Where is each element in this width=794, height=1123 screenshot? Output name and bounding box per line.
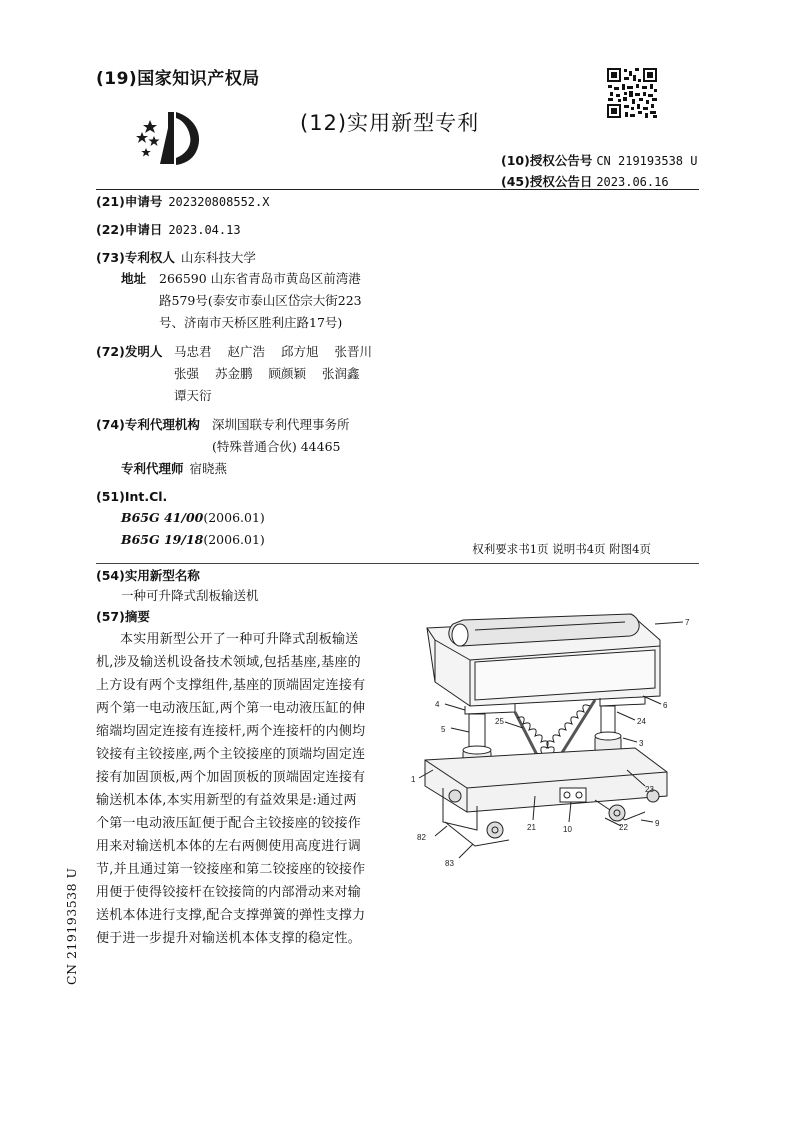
inventors-row [174,363,376,385]
application-number-field [96,191,269,213]
abstract-line: 机,涉及输送机设备技术领域,包括基座,基座的 [96,655,361,670]
ipc-code: B65G 19/18 [121,532,204,547]
application-date-label: (22)申请日 [96,222,163,237]
agency-name: 深圳国联专利代理事务所 [212,417,350,432]
abstract-line: 上方设有两个支撑组件,基座的顶端固定连接有 [96,678,366,693]
inventors-label-field [96,341,162,363]
side-publication-number: CN 219193538 U [64,867,79,985]
publication-date-label: (45)授权公告日 [501,174,593,189]
patent-drawing [405,600,695,884]
figure-label: 9 [655,819,660,828]
abstract-line: 送机本体进行支撑,配合支撑弹簧的弹性支撑力 [96,908,366,923]
address-label: 地址 [121,271,147,286]
publication-date: 2023.06.16 [596,175,669,189]
inventor-name: 谭天衍 [174,388,212,403]
abstract-line: 节,并且通过第一铰接座和第二铰接座的铰接作 [96,862,366,877]
page-count-info: 权利要求书1页 说明书4页 附图4页 [472,542,651,556]
ipc-code: B65G 41/00 [121,510,204,525]
address-line: 路579号(泰安市泰山区岱宗大街223 [159,293,362,308]
cnipa-logo [130,108,208,174]
publication-number-label: (10)授权公告号 [501,153,593,168]
agency-field [96,414,200,436]
abstract-line: 两个第一电动液压缸,两个第一电动液压缸的伸 [96,701,366,716]
figure-label: 1 [411,775,416,784]
address-line: 266590 山东省青岛市黄岛区前湾港 [159,271,361,286]
section-divider [96,563,699,564]
ipc-item [121,507,265,529]
inventors-row [174,385,228,407]
abstract-label-field [96,606,150,628]
agency-label: (74)专利代理机构 [96,417,200,432]
inventor-name: 张润鑫 [322,366,360,381]
application-date: 2023.04.13 [168,223,241,237]
address-line: 号、济南市天桥区胜利庄路17号) [159,315,343,330]
agency-name-cont: (特殊普通合伙) 44465 [212,439,341,454]
figure-label: 25 [495,717,504,726]
inventor-name: 张强 [174,366,200,381]
ipc-field [96,486,167,508]
figure-label: 5 [441,725,446,734]
inventor-name: 苏金鹏 [215,366,253,381]
inventor-name: 马忠君 [174,344,212,359]
publication-number: CN 219193538 U [596,154,698,168]
ipc-version: (2006.01) [203,532,265,547]
publication-date-row [501,172,669,190]
publication-number-row [501,151,697,169]
figure-label: 23 [645,785,654,794]
abstract-label: (57)摘要 [96,609,150,624]
figure-label: 82 [417,833,426,842]
document-type: (12)实用新型专利 [300,111,480,135]
agent-label: 专利代理师 [121,461,184,476]
figure-label: 7 [685,618,690,627]
abstract-line: 便于进一步提升对输送机本体支撑的稳定性。 [96,931,362,946]
patentee-name: 山东科技大学 [180,250,256,265]
figure-label: 10 [563,825,572,834]
ipc-label: (51)Int.Cl. [96,489,168,504]
inventor-name: 顾颜颖 [268,366,307,381]
inventors-row [174,341,388,363]
figure-label: 22 [619,823,628,832]
agent-field [121,458,227,480]
abstract-line: 接有加固顶板,两个加固顶板的顶端固定连接有 [96,770,366,785]
figure-label: 4 [435,700,440,709]
figure-label: 83 [445,859,454,868]
inventor-name: 张晋川 [334,344,373,359]
abstract-line: 输送机本体,本实用新型的有益效果是:通过两 [96,793,357,808]
inventors-label: (72)发明人 [96,344,163,359]
figure-label: 21 [527,823,536,832]
inventor-name: 赵广浩 [227,344,266,359]
figure-label: 6 [663,701,668,710]
abstract-line: 缩端均固定连接有连接杆,两个连接杆的内侧均 [96,724,366,739]
utility-title: 一种可升降式刮板输送机 [121,588,259,603]
ipc-version: (2006.01) [203,510,265,525]
application-number: 202320808552.X [168,195,270,209]
qr-code [606,67,658,123]
abstract-line: 用便于使得铰接杆在铰接筒的内部滑动来对输 [96,885,362,900]
utility-title-label: (54)实用新型名称 [96,568,200,583]
abstract-line: 用来对输送机本体的左右两侧使用高度进行调 [96,839,362,854]
figure-label: 3 [639,739,644,748]
figure-label: 24 [637,717,646,726]
patentee-label: (73)专利权人 [96,250,175,265]
inventor-name: 邱方旭 [281,344,319,359]
abstract-line: 铰接有主铰接座,两个主铰接座的顶端均固定连 [96,747,366,762]
ipc-item [121,529,265,551]
address-label-field [121,268,146,290]
abstract-line: 本实用新型公开了一种可升降式刮板输送 [120,632,359,647]
application-number-label: (21)申请号 [96,194,163,209]
header-divider [96,189,699,190]
patentee-field [96,247,256,269]
utility-title-label-field [96,565,200,587]
issuing-office: (19)国家知识产权局 [96,69,260,89]
agent-name: 宿晓燕 [189,461,228,476]
abstract-line: 个第一电动液压缸便于配合主铰接座的铰接作 [96,816,362,831]
application-date-field [96,219,241,241]
